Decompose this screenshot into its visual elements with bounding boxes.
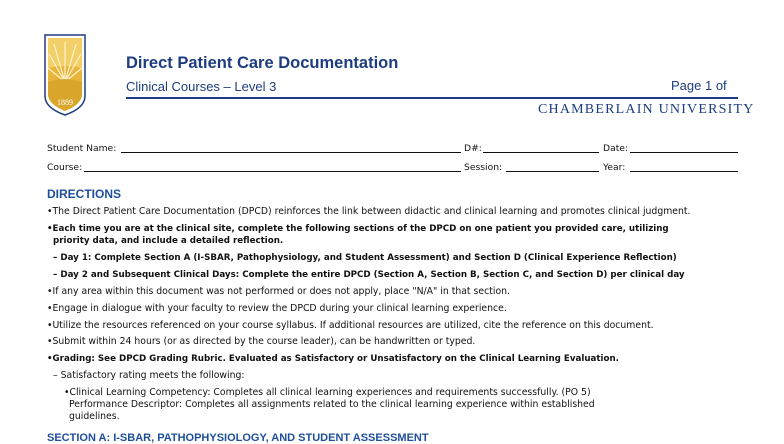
document-subtitle: Clinical Courses – Level 3 — [126, 79, 277, 94]
direction-item: •If any area within this document was not performed or does not apply, place "N/A" in that section. — [47, 286, 510, 297]
direction-subitem: Performance Descriptor: Completes all assignments related to the clinical learning experience within established — [69, 399, 595, 410]
directions-heading: DIRECTIONS — [47, 187, 122, 201]
direction-item: •Submit within 24 hours (or as directed by the course leader), can be handwritten or typed. — [47, 336, 476, 347]
header-divider — [126, 97, 738, 99]
year-label: Year: — [603, 162, 626, 173]
student-name-label: Student Name: — [47, 143, 117, 154]
direction-item: •Each time you are at the clinical site, complete the following sections of the DPCD on one patient you provided care, utilizing — [47, 224, 669, 234]
section-a-heading: SECTION A: I-SBAR, PATHOPHYSIOLOGY, AND STUDENT ASSESSMENT — [47, 432, 429, 444]
university-name: CHAMBERLAIN UNIVERSITY — [538, 102, 755, 117]
university-logo — [44, 34, 86, 116]
course-field[interactable] — [84, 171, 461, 172]
student-name-field[interactable] — [121, 152, 461, 153]
direction-item: •Engage in dialogue with your faculty to review the DPCD during your clinical learning experience. — [47, 303, 507, 314]
session-field[interactable] — [506, 171, 599, 172]
direction-item: •The Direct Patient Care Documentation (DPCD) reinforces the link between didactic and clinical learning and promotes clinical judgment. — [47, 206, 691, 217]
direction-item: •Grading: See DPCD Grading Rubric. Evaluated as Satisfactory or Unsatisfactory on the Clinical Learning Evaluation. — [47, 354, 619, 364]
dnum-field[interactable] — [483, 152, 599, 153]
session-label: Session: — [464, 162, 503, 173]
direction-subitem: – Day 2 and Subsequent Clinical Days: Complete the entire DPCD (Section A, Section B, Section C, and Section D) per clinical day — [53, 270, 685, 280]
direction-subitem: •Clinical Learning Competency: Completes all clinical learning experiences and requirements successfully. (PO 5) — [64, 387, 591, 398]
course-label: Course: — [47, 162, 83, 173]
year-field[interactable] — [630, 171, 738, 172]
direction-item: •Utilize the resources referenced on your course syllabus. If additional resources are utilized, cite the reference on this document. — [47, 320, 654, 331]
direction-subitem: – Day 1: Complete Section A (I-SBAR, Pathophysiology, and Student Assessment) and Section D (Clinical Experience Reflection) — [53, 253, 677, 263]
date-label: Date: — [603, 143, 629, 154]
page-number: Page 1 of — [671, 78, 727, 93]
document-title: Direct Patient Care Documentation — [126, 54, 399, 72]
direction-subitem: – Satisfactory rating meets the following: — [53, 370, 245, 381]
direction-subitem: guidelines. — [69, 411, 120, 422]
date-field[interactable] — [630, 152, 738, 153]
logo-year: 1889 — [57, 98, 73, 107]
direction-item: priority data, and include a detailed reflection. — [53, 236, 284, 246]
dnum-label: D#: — [464, 143, 482, 154]
